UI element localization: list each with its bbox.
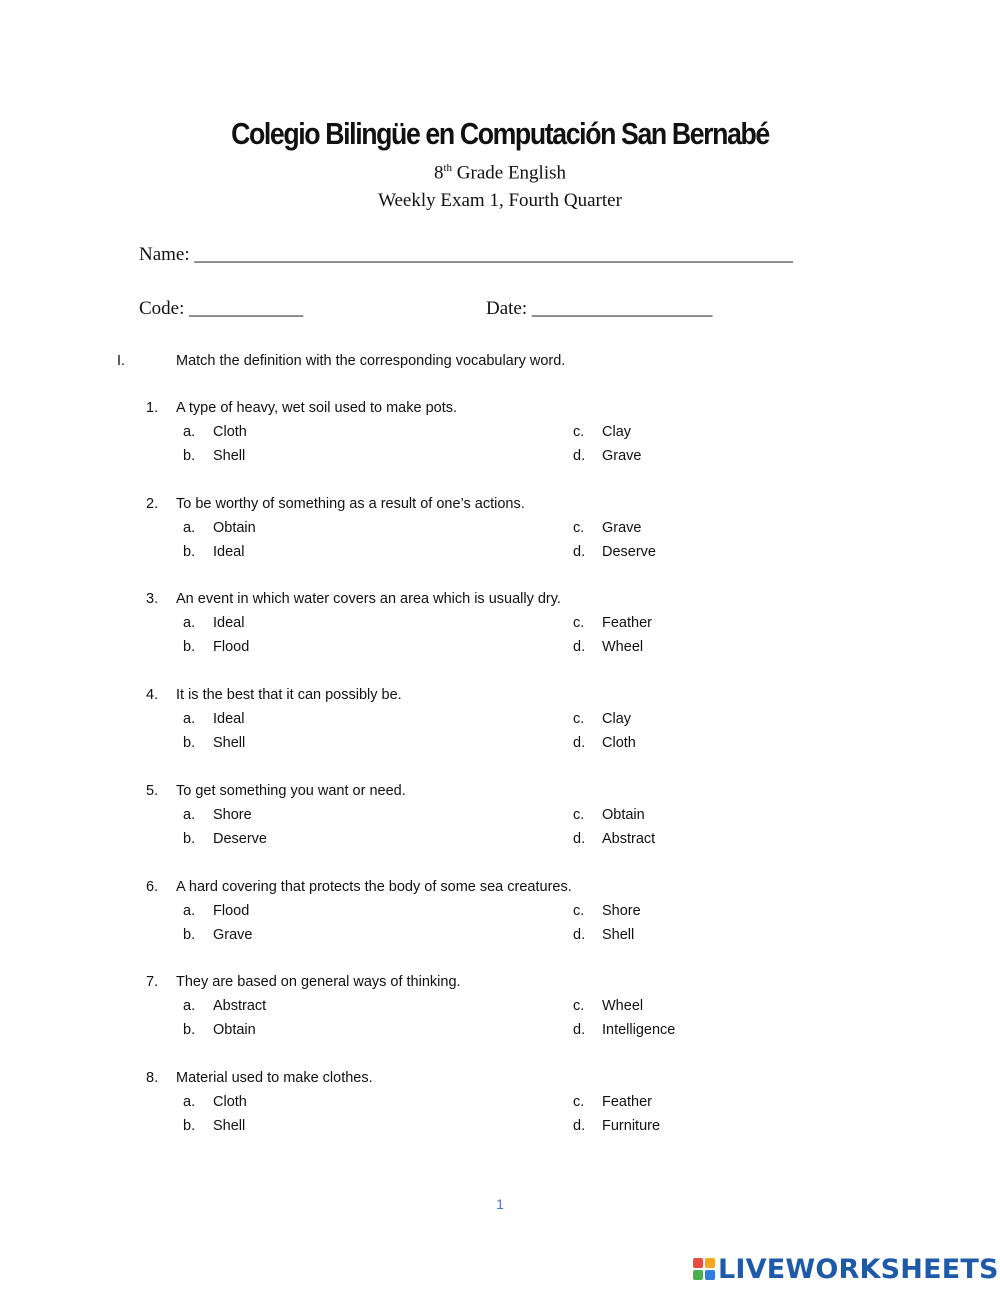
option-letter-d: d. [573, 639, 586, 656]
option-a[interactable]: Flood [213, 902, 250, 919]
option-letter-d: d. [573, 926, 586, 943]
option-letter-c: c. [573, 615, 585, 632]
option-b[interactable]: Flood [213, 639, 250, 656]
question-text: To get something you want or need. [176, 782, 406, 799]
liveworksheets-logo [693, 1254, 999, 1284]
option-letter-b: b. [183, 448, 196, 464]
logo-square-3 [693, 1270, 703, 1280]
option-letter-a: a. [183, 806, 196, 823]
option-letter-d: d. [573, 543, 586, 560]
date-field[interactable]: Date: ___________________ [486, 298, 713, 319]
option-a[interactable]: Cloth [213, 1093, 247, 1110]
option-d[interactable]: Shell [602, 926, 635, 943]
option-letter-a: a. [183, 1093, 196, 1110]
option-letter-b: b. [183, 639, 196, 656]
option-a[interactable]: Shore [213, 806, 252, 823]
question-number: 2. [146, 495, 159, 512]
exam-subtitle: Weekly Exam 1, Fourth Quarter [378, 190, 622, 211]
option-letter-c: c. [573, 902, 585, 919]
question-text: They are based on general ways of thinking. [176, 974, 461, 991]
option-letter-c: c. [573, 711, 585, 728]
liveworksheets-logo-icon [693, 1258, 715, 1280]
grade-subtitle [0, 162, 1000, 184]
logo-text: LIVEWORKSHEETS [718, 1253, 999, 1285]
option-b[interactable]: Deserve [213, 830, 267, 847]
option-d[interactable]: Abstract [602, 830, 656, 847]
option-letter-c: c. [573, 998, 585, 1015]
question-number: 7. [146, 974, 159, 991]
option-b[interactable]: Obtain [213, 1022, 256, 1039]
option-a[interactable]: Cloth [213, 424, 247, 440]
option-d[interactable]: Deserve [602, 543, 656, 560]
code-field[interactable]: Code: ____________ [139, 298, 304, 319]
option-d[interactable]: Intelligence [602, 1022, 676, 1039]
section-instruction: Match the definition with the corresponding vocabulary word. [176, 353, 566, 369]
option-b[interactable]: Shell [213, 448, 246, 464]
option-b[interactable]: Grave [213, 926, 253, 943]
option-b[interactable]: Ideal [213, 543, 245, 560]
page-number: 1 [496, 1196, 504, 1212]
school-title: Colegio Bilingüe en Computación San Bernabé [231, 116, 769, 151]
option-d[interactable]: Furniture [602, 1117, 661, 1134]
option-letter-b: b. [183, 830, 196, 847]
question-number: 1. [146, 400, 159, 416]
option-letter-d: d. [573, 830, 586, 847]
option-letter-a: a. [183, 615, 196, 632]
question-number: 3. [146, 591, 159, 608]
option-letter-b: b. [183, 543, 196, 560]
question-text: Material used to make clothes. [176, 1069, 373, 1086]
option-letter-a: a. [183, 711, 196, 728]
question-text: A hard covering that protects the body of some sea creatures. [176, 878, 572, 895]
option-c[interactable]: Clay [602, 711, 632, 728]
logo-square-2 [705, 1258, 715, 1268]
option-c[interactable]: Feather [602, 1093, 652, 1110]
option-letter-a: a. [183, 902, 196, 919]
option-a[interactable]: Abstract [213, 998, 267, 1015]
option-letter-c: c. [573, 1093, 585, 1110]
logo-square-4 [705, 1270, 715, 1280]
question-number: 8. [146, 1069, 159, 1086]
option-c[interactable]: Clay [602, 424, 632, 440]
option-letter-d: d. [573, 448, 586, 464]
option-c[interactable]: Grave [602, 519, 642, 536]
option-b[interactable]: Shell [213, 1117, 246, 1134]
option-letter-a: a. [183, 519, 196, 536]
option-letter-c: c. [573, 424, 585, 440]
grade-rest: Grade English [456, 162, 567, 184]
option-a[interactable]: Obtain [213, 519, 256, 536]
option-letter-b: b. [183, 1117, 196, 1134]
option-b[interactable]: Shell [213, 735, 246, 752]
logo-square-1 [693, 1258, 703, 1268]
option-c[interactable]: Shore [602, 902, 641, 919]
grade-ordinal: th [443, 162, 453, 174]
option-letter-a: a. [183, 998, 196, 1015]
option-d[interactable]: Wheel [602, 639, 644, 656]
option-c[interactable]: Feather [602, 615, 652, 632]
option-letter-c: c. [573, 806, 585, 823]
option-letter-c: c. [573, 519, 585, 536]
question-text: To be worthy of something as a result of one’s actions. [176, 495, 525, 512]
question-text: A type of heavy, wet soil used to make pots. [176, 400, 458, 416]
option-d[interactable]: Cloth [602, 735, 636, 752]
option-c[interactable]: Obtain [602, 806, 645, 823]
option-letter-b: b. [183, 735, 196, 752]
section-numeral: I. [117, 353, 126, 369]
question-number: 4. [146, 687, 159, 704]
question-text: It is the best that it can possibly be. [176, 687, 402, 704]
grade-number: 8 [433, 162, 444, 184]
option-letter-a: a. [183, 424, 196, 440]
question-number: 5. [146, 782, 159, 799]
option-letter-d: d. [573, 1022, 586, 1039]
option-letter-b: b. [183, 926, 196, 943]
option-a[interactable]: Ideal [213, 615, 245, 632]
option-letter-b: b. [183, 1022, 196, 1039]
question-text: An event in which water covers an area which is usually dry. [176, 591, 561, 608]
option-d[interactable]: Grave [602, 448, 642, 464]
question-number: 6. [146, 878, 159, 895]
name-field[interactable]: Name: _______________________________________________________________ [139, 244, 793, 265]
option-c[interactable]: Wheel [602, 998, 644, 1015]
option-letter-d: d. [573, 1117, 586, 1134]
option-letter-d: d. [573, 735, 586, 752]
option-a[interactable]: Ideal [213, 711, 245, 728]
